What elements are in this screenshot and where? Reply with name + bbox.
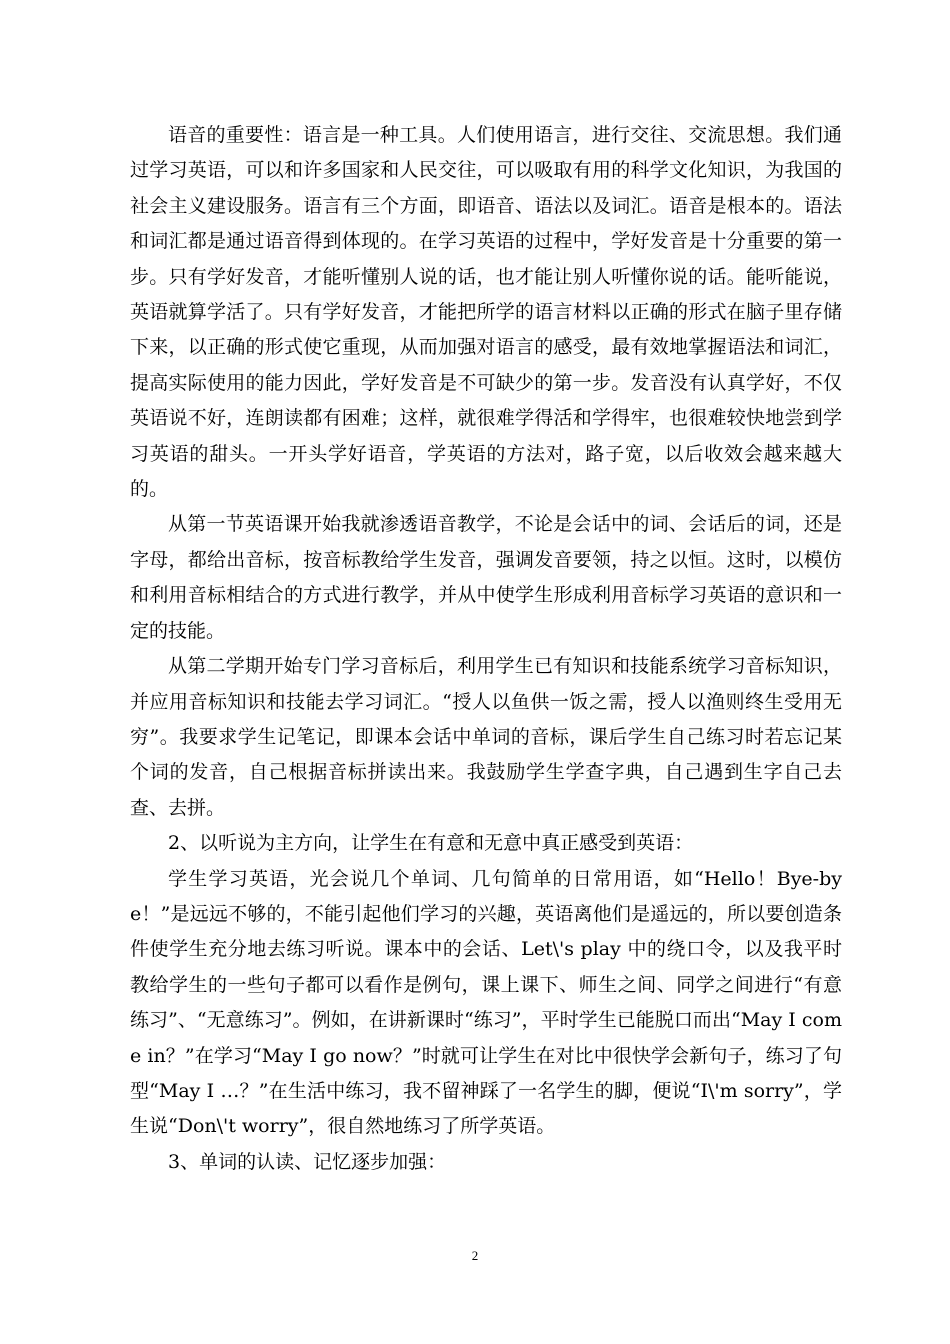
document-body — [130, 118, 842, 1180]
paragraph-pronunciation-importance: 语音的重要性：语言是一种工具。人们使用语言，进行交往、交流思想。我们通过学习英语，可以和许多国家和人民交往，可以吸取有用的科学文化知识，为我国的社会主义建设服务。语言有三个方面，即语音、语法以及词汇。语音是根本的。语法和词汇都是通过语音得到体现的。在学习英语的过程中，学好发音是十分重要的第一步。只有学好发音，才能听懂别人说的话，也才能让别人听懂你说的话。能听能说，英语就算学活了。只有学好发音，才能把所学的语言材料以正确的形式在脑子里存储下来，以正确的形式使它重现，从而加强对语言的感受，最有效地掌握语法和词汇，提高实际使用的能力因此，学好发音是不可缺少的第一步。发音没有认真学好，不仅英语说不好，连朗读都有困难；这样，就很难学得活和学得牢，也很难较快地尝到学习英语的甜头。一开头学好语音，学英语的方法对，路子宽，以后收效会越来越大的。 — [130, 124, 842, 501]
paragraph-first-lesson: 从第一节英语课开始我就渗透语音教学，不论是会话中的词、会话后的词，还是字母，都给出音标，按音标教给学生发音，强调发音要领，持之以恒。这时，以模仿和利用音标相结合的方式进行教学，并从中使学生形成利用音标学习英语的意识和一定的技能。 — [130, 513, 842, 642]
paragraph-listening-speaking: 学生学习英语，光会说几个单词、几句简单的日常用语，如“Hello！Bye-bye！”是远远不够的，不能引起他们学习的兴趣，英语离他们是遥远的，所以要创造条件使学生充分地去练习听说。课本中的会话、Let\'s play 中的绕口令，以及我平时教给学生的一些句子都可以看作是例句，课上课下、师生之间、同学之间进行“有意练习”、“无意练习”。例如，在讲新课时“练习”，平时学生已能脱口而出“May I come in？”在学习“May I go now？”时就可让学生在对比中很快学会新句子，练习了句型“May I …？”在生活中练习，我不留神踩了一名学生的脚，便说“I\'m sorry”，学生说“Don\'t worry”，很自然地练习了所学英语。 — [130, 867, 842, 1138]
section-heading-listening-speaking: 2、以听说为主方向，让学生在有意和无意中真正感受到英语： — [168, 832, 694, 855]
page-number: 2 — [471, 1248, 479, 1263]
paragraph-second-semester: 从第二学期开始专门学习音标后，利用学生已有知识和技能系统学习音标知识，并应用音标知识和技能去学习词汇。“授人以鱼供一饭之需，授人以渔则终生受用无穷”。我要求学生记笔记，即课本会话中单词的音标，课后学生自己练习时若忘记某个词的发音，自己根据音标拼读出来。我鼓励学生学查字典，自己遇到生字自己去查、去拼。 — [130, 655, 842, 819]
section-heading-vocabulary: 3、单词的认读、记忆逐步加强： — [168, 1150, 447, 1173]
